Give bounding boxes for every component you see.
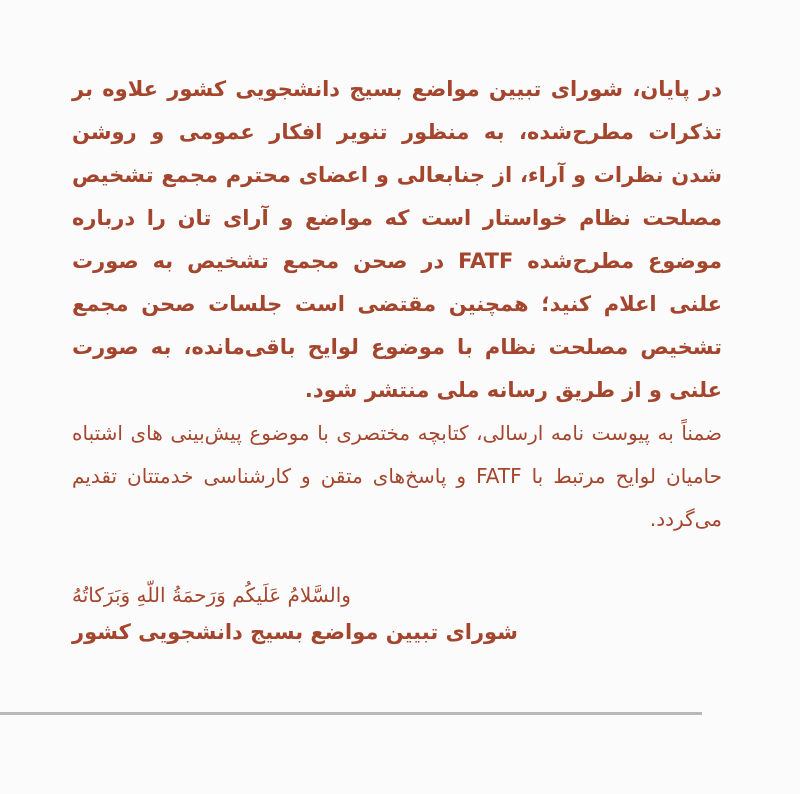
attachment-note-paragraph: ضمناً به پیوست نامه ارسالی، کتابچه مختصری با موضوع پیش‌بینی های اشتباه حامیان لوایح مرتبط با FATF و پاسخ‌های متقن و کارشناسی خدمتتان تقدیم می‌گردد. [72, 421, 723, 531]
letter-body [72, 68, 722, 541]
divider-line [0, 712, 702, 715]
signature: شورای تبیین مواضع بسیج دانشجویی کشور [72, 620, 518, 644]
salutation: والسَّلامُ عَلَیکُم وَرَحمَةُ اللّهِ وَبَرَکاتُهُ [72, 583, 351, 607]
closing-request-paragraph: در پایان، شورای تبیین مواضع بسیج دانشجویی کشور علاوه بر تذکرات مطرح‌شده، به منظور تنویر افکار عمومی و روشن شدن نظرات و آراء، از جنابعالی و اعضای محترم مجمع تشخیص مصلحت نظام خواستار است که مواضع و آرای تان را درباره موضوع مطرح‌شده FATF در صحن مجمع تشخیص به صورت علنی اعلام کنید؛ همچنین مقتضی است جلسات صحن مجمع تشخیص مصلحت نظام با موضوع لوایح باقی‌مانده، به صورت علنی و از طریق رسانه ملی منتشر شود. [72, 77, 722, 402]
letter-closing [72, 578, 542, 652]
